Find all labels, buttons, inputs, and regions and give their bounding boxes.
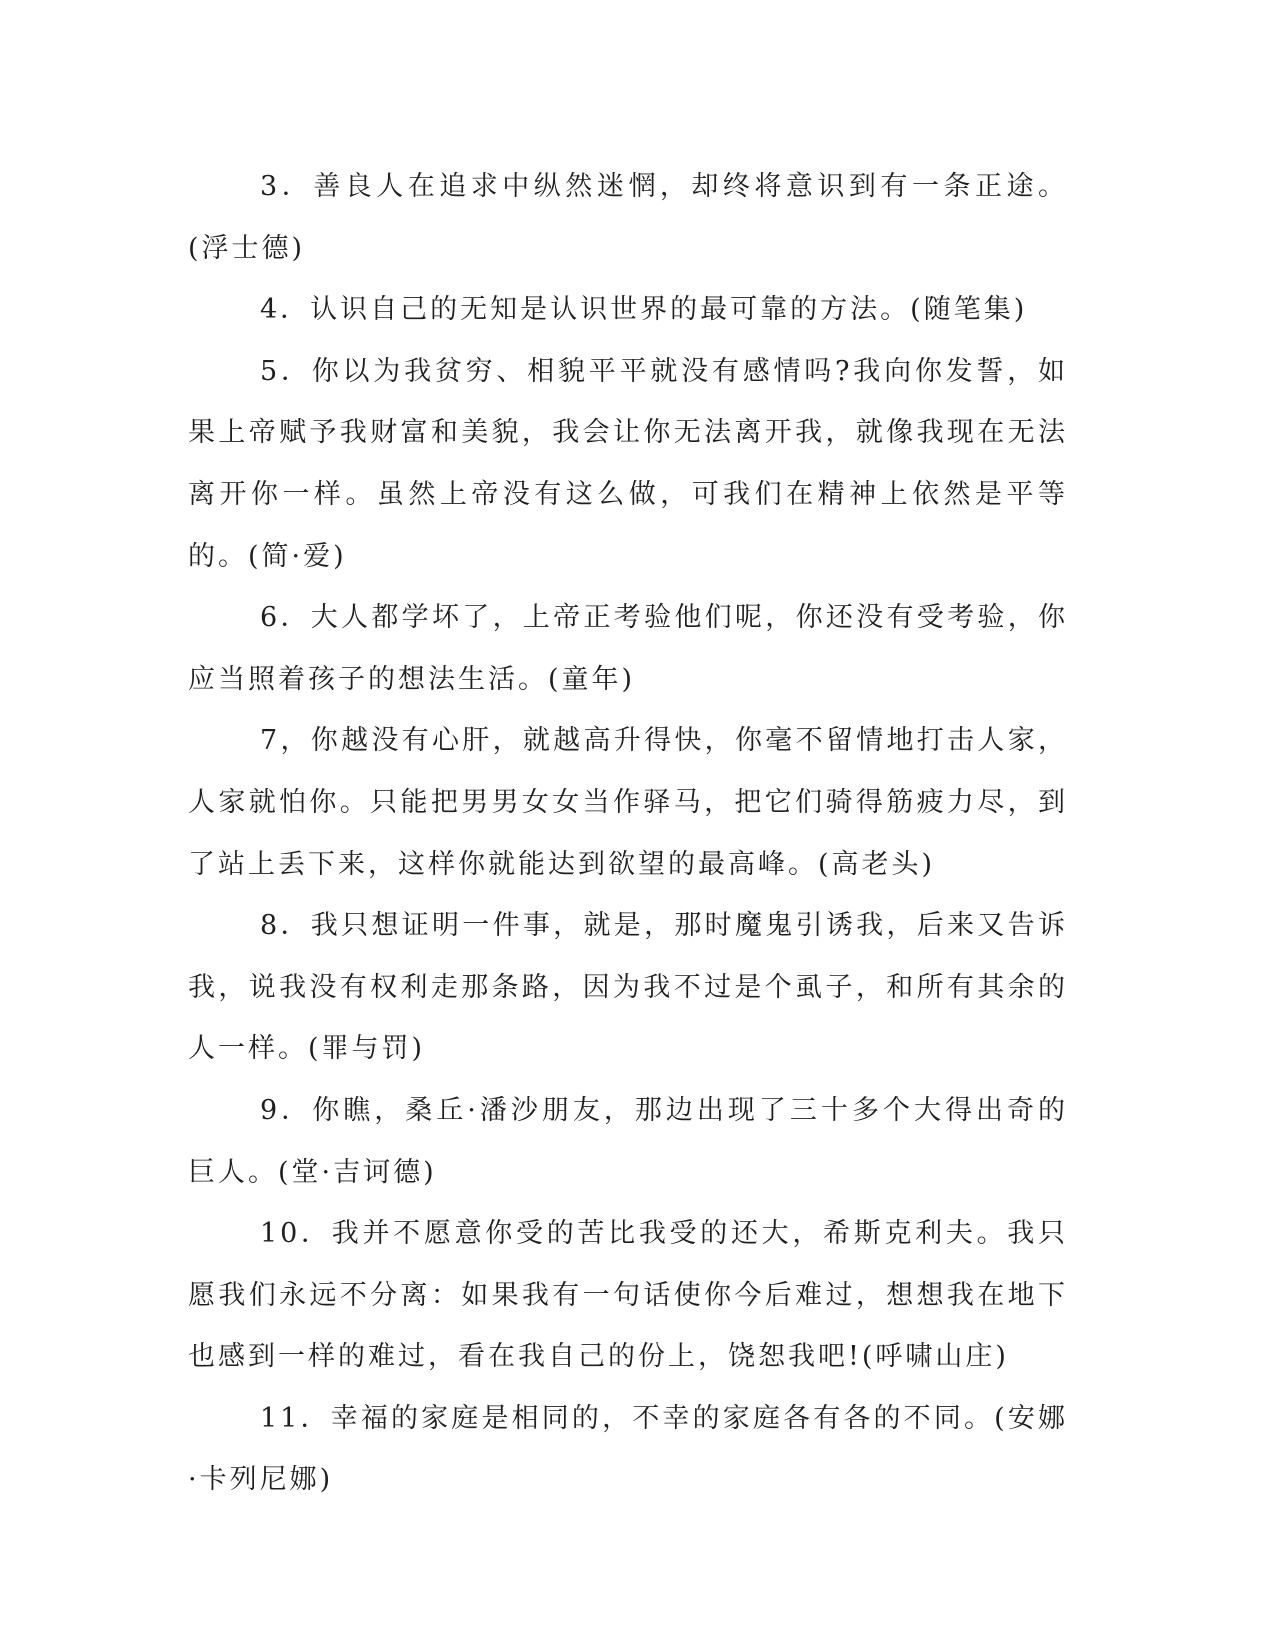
quote-paragraph-3: 3．善良人在追求中纵然迷惘，却终将意识到有一条正途。(浮士德) (188, 171, 1068, 264)
quote-paragraph-5: 5．你以为我贫穷、相貌平平就没有感情吗?我向你发誓，如果上帝赋予我财富和美貌，我会让你无法离开我，就像我现在无法离开你一样。虽然上帝没有这么做，可我们在精神上依然是平等的。(简·爱) (188, 355, 1068, 572)
quote-paragraph-9: 9．你瞧，桑丘·潘沙朋友，那边出现了三十多个大得出奇的巨人。(堂·吉诃德) (188, 1094, 1068, 1188)
quote-paragraph-7: 7，你越没有心肝，就越高升得快，你毫不留情地打击人家，人家就怕你。只能把男男女女当作驿马，把它们骑得筋疲力尽，到了站上丢下来，这样你就能达到欲望的最高峰。(高老头) (188, 725, 1068, 880)
quote-paragraph-8: 8．我只想证明一件事，就是，那时魔鬼引诱我，后来又告诉我，说我没有权利走那条路，因为我不过是个虱子，和所有其余的人一样。(罪与罚) (188, 910, 1068, 1065)
quote-list (188, 156, 1068, 1511)
quote-paragraph-10: 10．我并不愿意你受的苦比我受的还大，希斯克利夫。我只愿我们永远不分离：如果我有一句话使你今后难过，想想我在地下也感到一样的难过，看在我自己的份上，饶恕我吧!(呼啸山庄) (188, 1218, 1068, 1373)
quote-paragraph-11: 11．幸福的家庭是相同的，不幸的家庭各有各的不同。(安娜·卡列尼娜) (188, 1402, 1068, 1496)
quote-paragraph-4: 4．认识自己的无知是认识世界的最可靠的方法。(随笔集) (260, 294, 1028, 326)
quote-paragraph-6: 6．大人都学坏了，上帝正考验他们呢，你还没有受考验，你应当照着孩子的想法生活。(童年) (188, 602, 1068, 695)
